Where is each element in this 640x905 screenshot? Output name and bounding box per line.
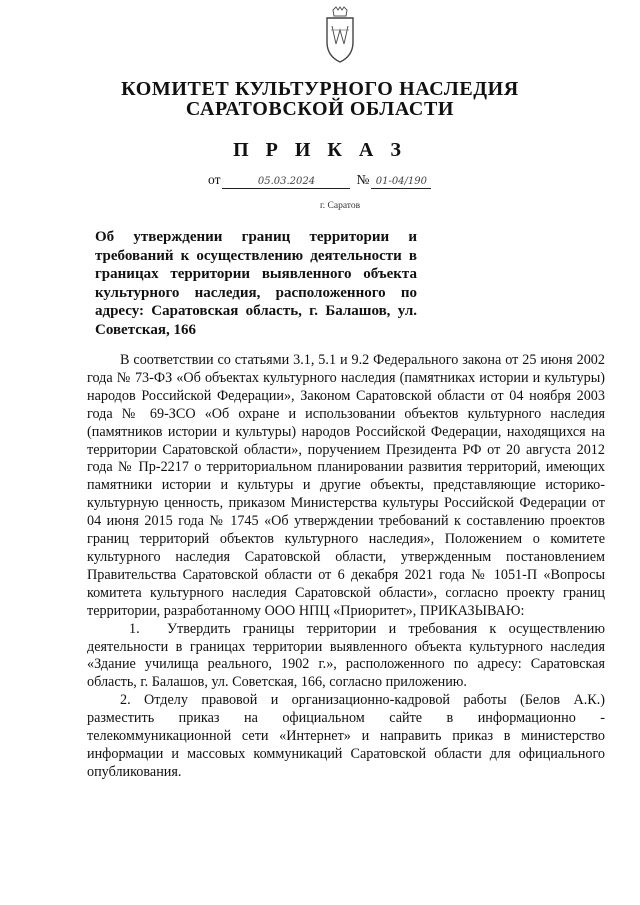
saratov-region-coat-of-arms-icon	[321, 6, 359, 64]
document-number: 01-04/190	[371, 175, 431, 189]
date-prefix: от	[208, 172, 221, 187]
document-date: 05.03.2024	[222, 175, 350, 189]
document-body	[87, 352, 605, 782]
document-subject: Об утверждении границ территории и требований к осуществлению деятельности в границах территории выявленного объекта культурного наследия, расположенного по адресу: Саратовская область, г. Балашов, ул. Советская, 166	[95, 229, 417, 338]
document-title: П Р И К А З	[233, 139, 407, 161]
document-city: г. Саратов	[319, 201, 361, 211]
number-prefix: №	[356, 172, 370, 187]
document-reference-line	[208, 172, 431, 189]
order-item-1	[87, 621, 605, 693]
organization-name-line1: КОМИТЕТ КУЛЬТУРНОГО НАСЛЕДИЯ	[121, 78, 519, 100]
order-item-2: 2. Отделу правовой и организационно-кадровой работы (Белов А.К.) разместить приказ на официальном сайте в информационно - телекоммуникационной сети «Интернет» и направить приказ в министерство информации и массовых коммуникаций Саратовской области для официального опубликования.	[87, 692, 605, 780]
order-item-1-number: 1.	[129, 620, 140, 637]
preamble-paragraph: В соответствии со статьями 3.1, 5.1 и 9.2 Федерального закона от 25 июня 2002 года № 73-ФЗ «Об объектах культурного наследия (памятниках истории и культуры) народов Российской Федерации», Законом Саратовской области от 04 ноября 2003 года № 69-ЗСО «Об охране и использовании объектов культурного наследия (памятников истории и культуры) народов Российской Федерации, находящихся на территории Саратовской области», поручением Президента РФ от 20 августа 2012 года № Пр-2217 о территориальном планировании развития территорий, имеющих памятники истории и культуры и другие объекты, представляющие историко-культурную ценность, приказом Министерства культуры Российской Федерации от 04 июня 2015 года № 1745 «Об утверждении требований к составлению проектов границ территорий объектов культурного наследия», Положением о комитете культурного наследия Саратовской области, утвержденным постановлением Правительства Саратовской области от 6 декабря 2021 года № 1051-П «Вопросы комитета культурного наследия Саратовской области», согласно проекту границ территории, разработанному ООО НПЦ «Приоритет», ПРИКАЗЫВАЮ:	[87, 352, 605, 619]
organization-name-line2: САРАТОВСКОЙ ОБЛАСТИ	[185, 98, 455, 120]
order-item-1-text: Утвердить границы территории и требования к осуществлению деятельности в границах территории выявленного объекта культурного наследия «Здание училища реального, 1902 г.», расположенного по адресу: Саратовская область, г. Балашов, ул. Советская, 166, согласно приложению.	[87, 620, 605, 691]
